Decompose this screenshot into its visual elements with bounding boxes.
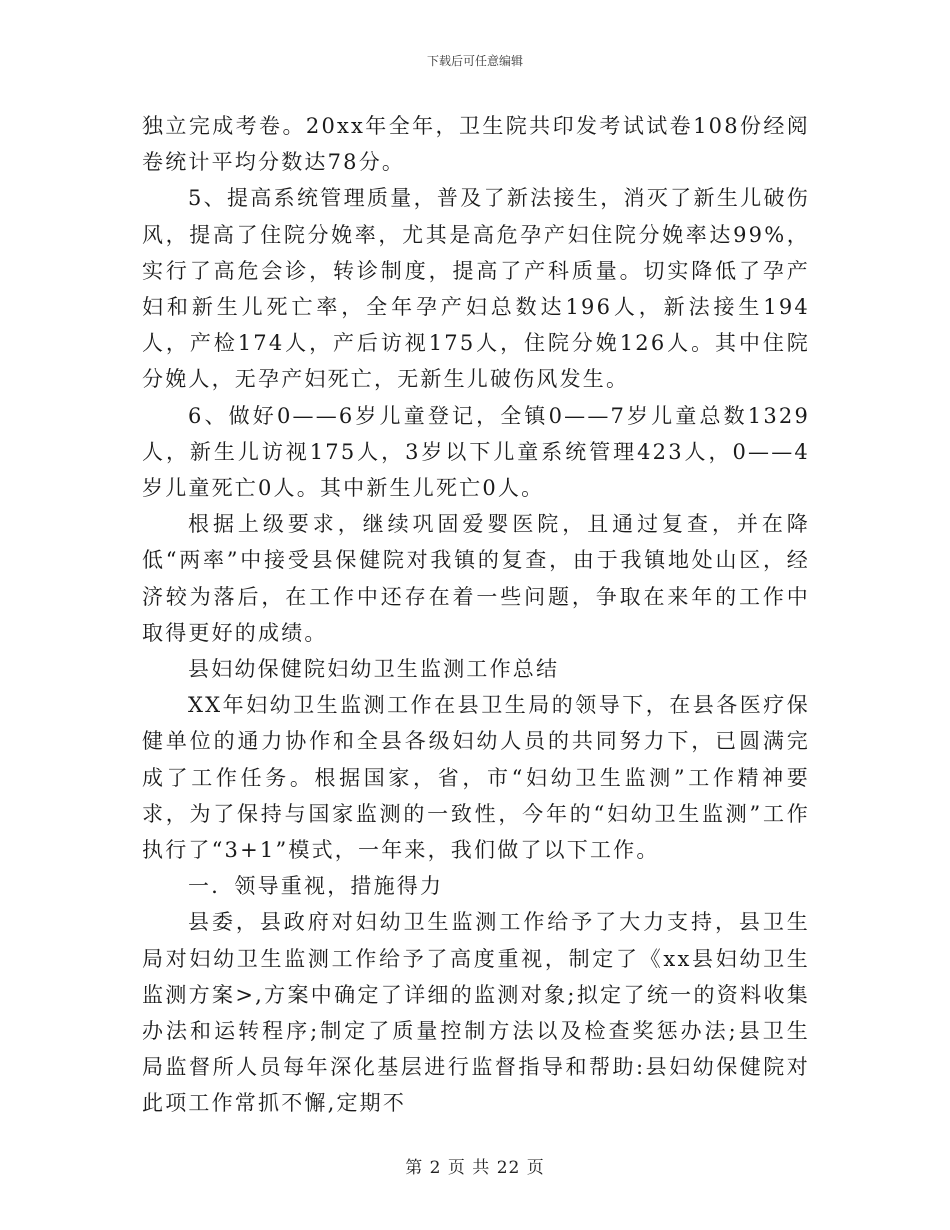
paragraph-support: 县委，县政府对妇幼卫生监测工作给予了大力支持，县卫生局对妇幼卫生监测工作给予了高度重视，制定了《xx县妇幼卫生监测方案>,方案中确定了详细的监测对象;拟定了统一的资料收集办法和运转程序;制定了质量控制方法以及检查奖惩办法;县卫生局监督所人员每年深化基层进行监督指导和帮助:县妇幼保健院对此项工作常抓不懈,定期不	[142, 910, 810, 1116]
paragraph-intro: XX年妇幼卫生监测工作在县卫生局的领导下，在县各医疗保健单位的通力协作和全县各级妇幼人员的共同努力下，已圆满完成了工作任务。根据国家，省，市“妇幼卫生监测”工作精神要求，为了保持与国家监测的一致性，今年的“妇幼卫生监测”工作执行了“3+1”模式，一年来，我们做了以下工作。	[142, 693, 810, 863]
paragraph-item-5: 5、提高系统管理质量，普及了新法接生，消灭了新生儿破伤风，提高了住院分娩率，尤其是高危孕产妇住院分娩率达99%，实行了高危会诊，转诊制度，提高了产科质量。切实降低了孕产妇和新生儿死亡率，全年孕产妇总数达196人，新法接生194人，产检174人，产后访视175人，住院分娩126人。其中住院分娩人，无孕产妇死亡，无新生儿破伤风发生。	[142, 186, 810, 392]
paragraph-conclusion: 根据上级要求，继续巩固爱婴医院，且通过复查，并在降低“两率”中接受县保健院对我镇的复查，由于我镇地处山区，经济较为落后，在工作中还存在着一些问题，争取在来年的工作中取得更好的成绩。	[142, 512, 810, 645]
page-footer: 第 2 页 共 22 页	[405, 1158, 545, 1178]
document-body	[142, 108, 810, 1122]
subheading-leadership: 一．领导重视，措施得力	[188, 874, 444, 899]
paragraph-item-6: 6、做好0——6岁儿童登记，全镇0——7岁儿童总数1329人，新生儿访视175人，3岁以下儿童系统管理423人，0——4岁儿童死亡0人。其中新生儿死亡0人。	[142, 403, 810, 501]
page-header: 下载后可任意编辑	[426, 54, 523, 68]
paragraph-exam-summary: 独立完成考卷。20xx年全年，卫生院共印发考试试卷108份经阅卷统计平均分数达78分。	[142, 114, 810, 175]
section-title: 县妇幼保健院妇幼卫生监测工作总结	[188, 657, 560, 682]
